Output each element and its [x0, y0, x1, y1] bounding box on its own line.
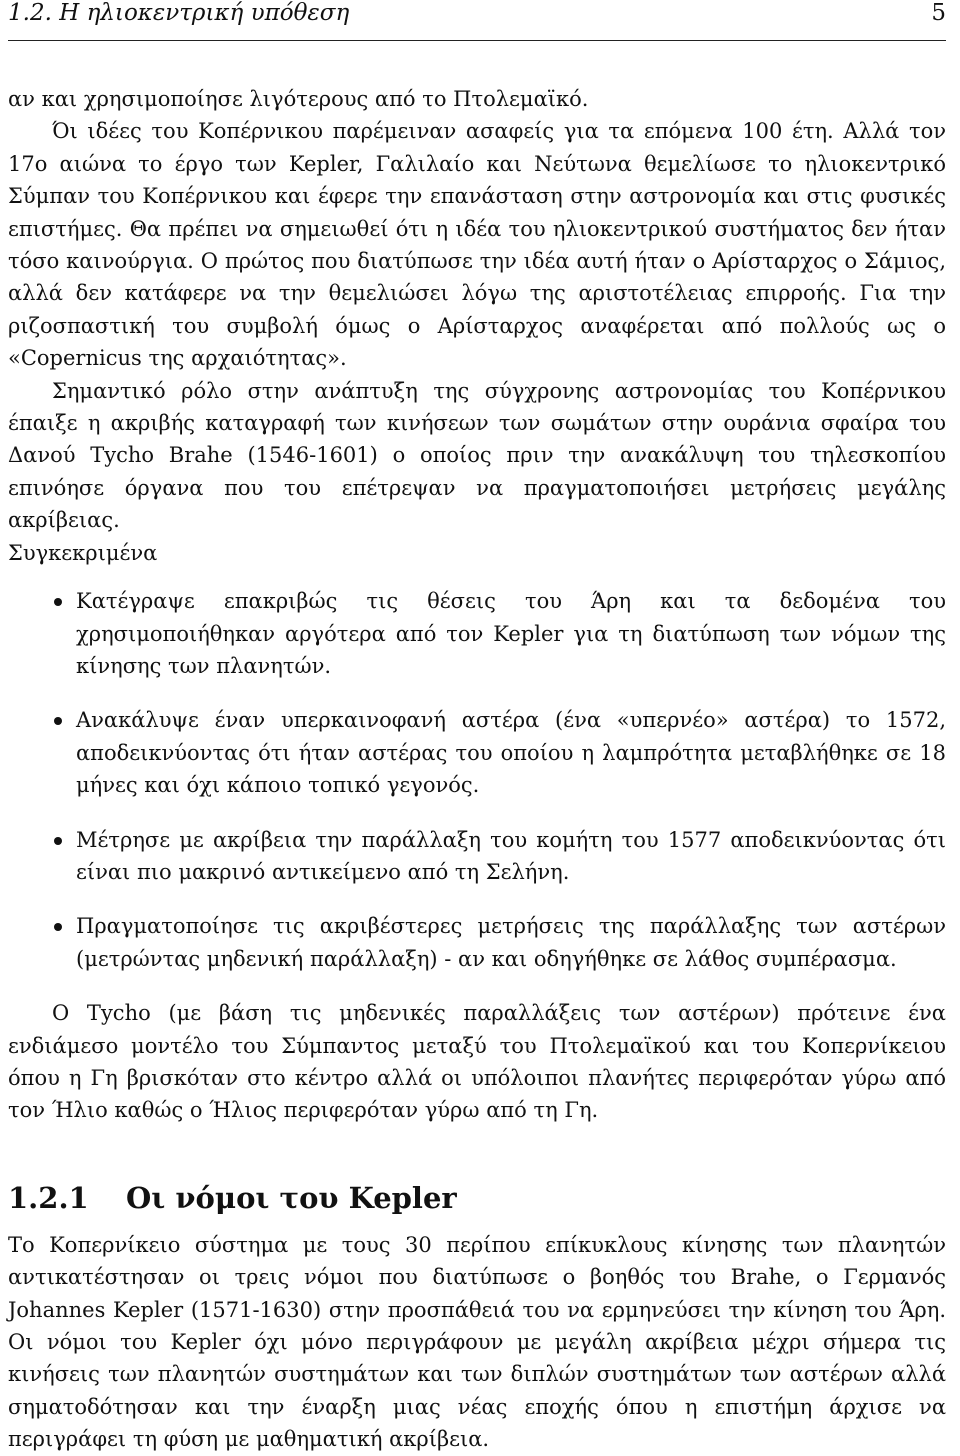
- bullet-icon: [54, 598, 62, 606]
- bullet-list: [8, 585, 946, 975]
- header-title: 1.2. Η ηλιοκεντρική υπόθεση: [8, 0, 350, 26]
- document-body: [8, 83, 946, 1456]
- section-number: 1.2.1: [8, 1180, 89, 1215]
- list-item: [8, 585, 946, 682]
- bullet-icon: [54, 717, 62, 725]
- section-title: Οι νόμοι του Kepler: [126, 1180, 457, 1215]
- page-number: 5: [931, 0, 946, 26]
- list-item-text: Πραγματοποίησε τις ακριβέστερες μετρήσεις της παράλλαξης των αστέρων (μετρώντας μηδενική παράλλαξη) - αν και οδηγήθηκε σε λάθος συμπέρασμα.: [76, 914, 946, 971]
- paragraph-copernicus-ideas: Όι ιδέες του Κοπέρνικου παρέμειναν ασαφείς για τα επόμενα 100 έτη. Αλλά τον 17ο αιώνα το έργο των Kepler, Γαλιλαίο και Νεύτωνα θεμελίωσε το ηλιοκεντρικό Σύμπαν του Κοπέρνικου και έφερε την επανάσταση στην αστρονομία και στις φυσικές επιστήμες. Θα πρέπει να σημειωθεί ότι η ιδέα του ηλιοκεντρικού συστήματος δεν ήταν τόσο καινούργια. Ο πρώτος που διατύπωσε την ιδέα αυτή ήταν ο Αρίσταρχος ο Σάμιος, αλλά δεν κατάφερε να την θεμελιώσει λόγω της αριστοτέλειας επιρροής. Για την ριζοσπαστική του συμβολή όμως ο Αρίσταρχος αναφέρεται από πολλούς ως ο «Copernicus της αρχαιότητας».: [8, 119, 946, 371]
- list-item: [8, 704, 946, 801]
- list-item: [8, 824, 946, 889]
- document-page: [8, 0, 946, 1456]
- list-item: [8, 910, 946, 975]
- bullet-icon: [54, 837, 62, 845]
- paragraph-tycho-model: Ο Tycho (με βάση τις μηδενικές παραλλάξεις των αστέρων) πρότεινε ένα ενδιάμεσο μοντέλο του Σύμπαντος μεταξύ του Πτολεμαϊκού και του Κοπερνίκειου όπου η Γη βρισκόταν στο κέντρο αλλά οι υπόλοιποι πλανήτες περιφερόταν γύρω από τον Ήλιο καθώς ο Ήλιος περιφερόταν γύρω από τη Γη.: [8, 1001, 946, 1123]
- section-heading: [8, 1181, 946, 1215]
- list-item-text: Μέτρησε με ακρίβεια την παράλλαξη του κομήτη του 1577 αποδεικνύοντας ότι είναι πιο μακρινό αντικείμενο από τη Σελήνη.: [76, 827, 946, 884]
- bullet-icon: [54, 923, 62, 931]
- paragraph-continuation: αν και χρησιμοποίησε λιγότερους από το Πτολεμαϊκό.: [8, 87, 589, 111]
- paragraph-kepler-laws: Το Κοπερνίκειο σύστημα με τους 30 περίπου επίκυκλους κίνησης των πλανητών αντικατέστησαν οι τρεις νόμοι που διατύπωσε ο βοηθός του Brahe, ο Γερμανός Johannes Kepler (1571-1630) στην προσπάθειά του να ερμηνεύσει την κίνηση του Άρη. Οι νόμοι του Kepler όχι μόνο περιγράφουν με μεγάλη ακρίβεια μέχρι σήμερα τις κινήσεις των πλανητών συστημάτων και των διπλών συστημάτων των αστέρων αλλά σηματοδότησαν και την έναρξη μιας νέας εποχής όπου η επιστήμη άρχισε να περιγράφει τη φύση με μαθηματική ακρίβεια.: [8, 1232, 946, 1452]
- list-item-text: Κατέγραψε επακριβώς τις θέσεις του Άρη και τα δεδομένα του χρησιμοποιήθηκαν αργότερα από τον Kepler για τη διατύπωση των νόμων της κίνησης των πλανητών.: [76, 589, 946, 678]
- running-header: [8, 0, 946, 41]
- paragraph-tycho-role: Σημαντικό ρόλο στην ανάπτυξη της σύγχρονης αστρονομίας του Κοπέρνικου έπαιξε η ακριβής καταγραφή των κινήσεων των σωμάτων στην ουράνια σφαίρα του Δανού Tycho Brahe (1546-1601) ο οποίος πριν την ανακάλυψη του τηλεσκοπίου επινόησε όργανα που του επέτρεψαν να πραγματοποιήσει μετρήσεις μεγάλης ακρίβειας.: [8, 378, 946, 533]
- list-item-text: Ανακάλυψε έναν υπερκαινοφανή αστέρα (ένα «υπερνέο» αστέρα) το 1572, αποδεικνύοντας ότι ήταν αστέρας του οποίου η λαμπρότητα μεταβλήθηκε σε 18 μήνες και όχι κάποιο τοπικό γεγονός.: [76, 708, 946, 798]
- paragraph-specifically: Συγκεκριμένα: [8, 540, 158, 565]
